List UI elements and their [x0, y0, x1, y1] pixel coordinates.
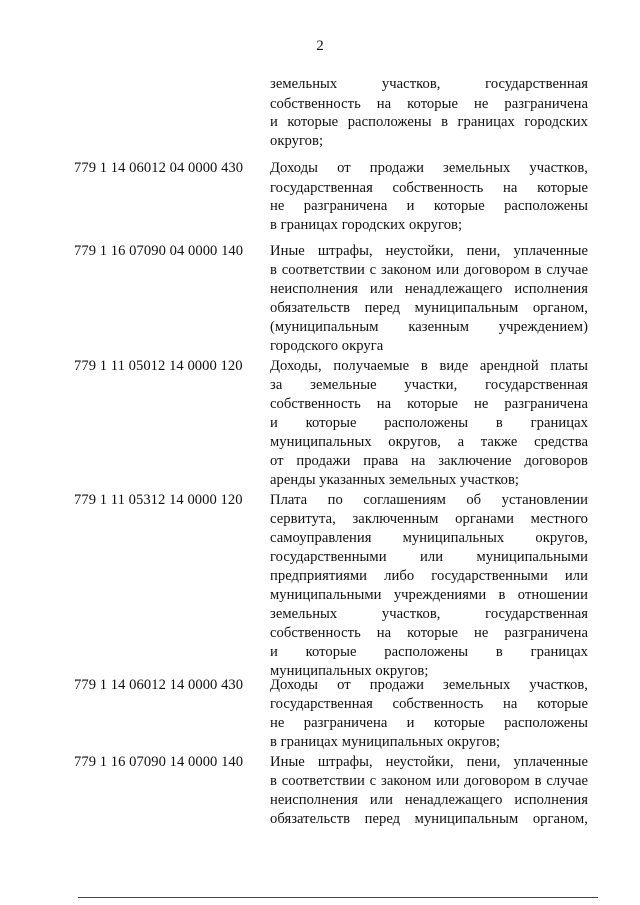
entry-description-line: самоуправления муниципальных округов,	[270, 530, 588, 546]
entry-description-line: государственная собственность на которые	[270, 180, 588, 196]
continuation-text-line: земельных участков, государственная	[270, 76, 588, 92]
budget-classification-code: 779 1 11 05312 14 0000 120	[74, 492, 243, 508]
entry-description-line: Иные штрафы, неустойки, пени, уплаченные	[270, 754, 588, 770]
entry-description-line: неисполнения или ненадлежащего исполнения	[270, 281, 588, 297]
entry-description-line: Доходы, получаемые в виде арендной платы	[270, 358, 588, 374]
footer-rule	[78, 897, 598, 898]
continuation-text-line: собственность на которые не разграничена	[270, 96, 588, 112]
entry-description-line: собственность на которые не разграничена	[270, 625, 588, 641]
entry-description-line: Плата по соглашениям об установлении	[270, 492, 588, 508]
budget-classification-code: 779 1 16 07090 04 0000 140	[74, 243, 244, 259]
entry-description-line: обязательств перед муниципальным органом,	[270, 300, 588, 316]
entry-description-line: городского округа	[270, 338, 384, 354]
entry-description-line: муниципальных округов;	[270, 663, 429, 679]
entry-description-line: аренды указанных земельных участков;	[270, 472, 520, 488]
entry-description-line: в границах муниципальных округов;	[270, 734, 501, 750]
entry-description-line: обязательств перед муниципальным органом,	[270, 811, 588, 827]
entry-description-line: не разграничена и которые расположены	[270, 198, 588, 214]
entry-description-line: собственность на которые не разграничена	[270, 396, 588, 412]
budget-classification-code: 779 1 16 07090 14 0000 140	[74, 754, 244, 770]
entry-description-line: Доходы от продажи земельных участков,	[270, 677, 588, 693]
entry-description-line: не разграничена и которые расположены	[270, 715, 588, 731]
entry-description-line: земельных участков, государственная	[270, 606, 588, 622]
entry-description-line: муниципальных округов, а также средства	[270, 434, 588, 450]
budget-classification-code: 779 1 11 05012 14 0000 120	[74, 358, 243, 374]
entry-description-line: сервитута, заключенным органами местного	[270, 511, 588, 527]
page-number: 2	[316, 38, 324, 54]
budget-classification-code: 779 1 14 06012 14 0000 430	[74, 677, 244, 693]
entry-description-line: (муниципальным казенным учреждением)	[270, 319, 588, 335]
entry-description-line: в соответствии с законом или договором в случае	[270, 773, 588, 789]
continuation-text-line: округов;	[270, 133, 324, 149]
entry-description-line: от продажи права на заключение договоров	[270, 453, 588, 469]
entry-description-line: за земельные участки, государственная	[270, 377, 588, 393]
entry-description-line: Иные штрафы, неустойки, пени, уплаченные	[270, 243, 588, 259]
entry-description-line: государственная собственность на которые	[270, 696, 588, 712]
entry-description-line: в соответствии с законом или договором в случае	[270, 262, 588, 278]
entry-description-line: государственными или муниципальными	[270, 549, 588, 565]
entry-description-line: муниципальными учреждениями в отношении	[270, 587, 588, 603]
budget-classification-code: 779 1 14 06012 04 0000 430	[74, 160, 244, 176]
continuation-text-line: и которые расположены в границах городских	[270, 114, 588, 130]
entry-description-line: Доходы от продажи земельных участков,	[270, 160, 588, 176]
entry-description-line: неисполнения или ненадлежащего исполнения	[270, 792, 588, 808]
entry-description-line: и которые расположены в границах	[270, 415, 588, 431]
entry-description-line: в границах городских округов;	[270, 217, 463, 233]
entry-description-line: предприятиями либо государственными или	[270, 568, 588, 584]
entry-description-line: и которые расположены в границах	[270, 644, 588, 660]
